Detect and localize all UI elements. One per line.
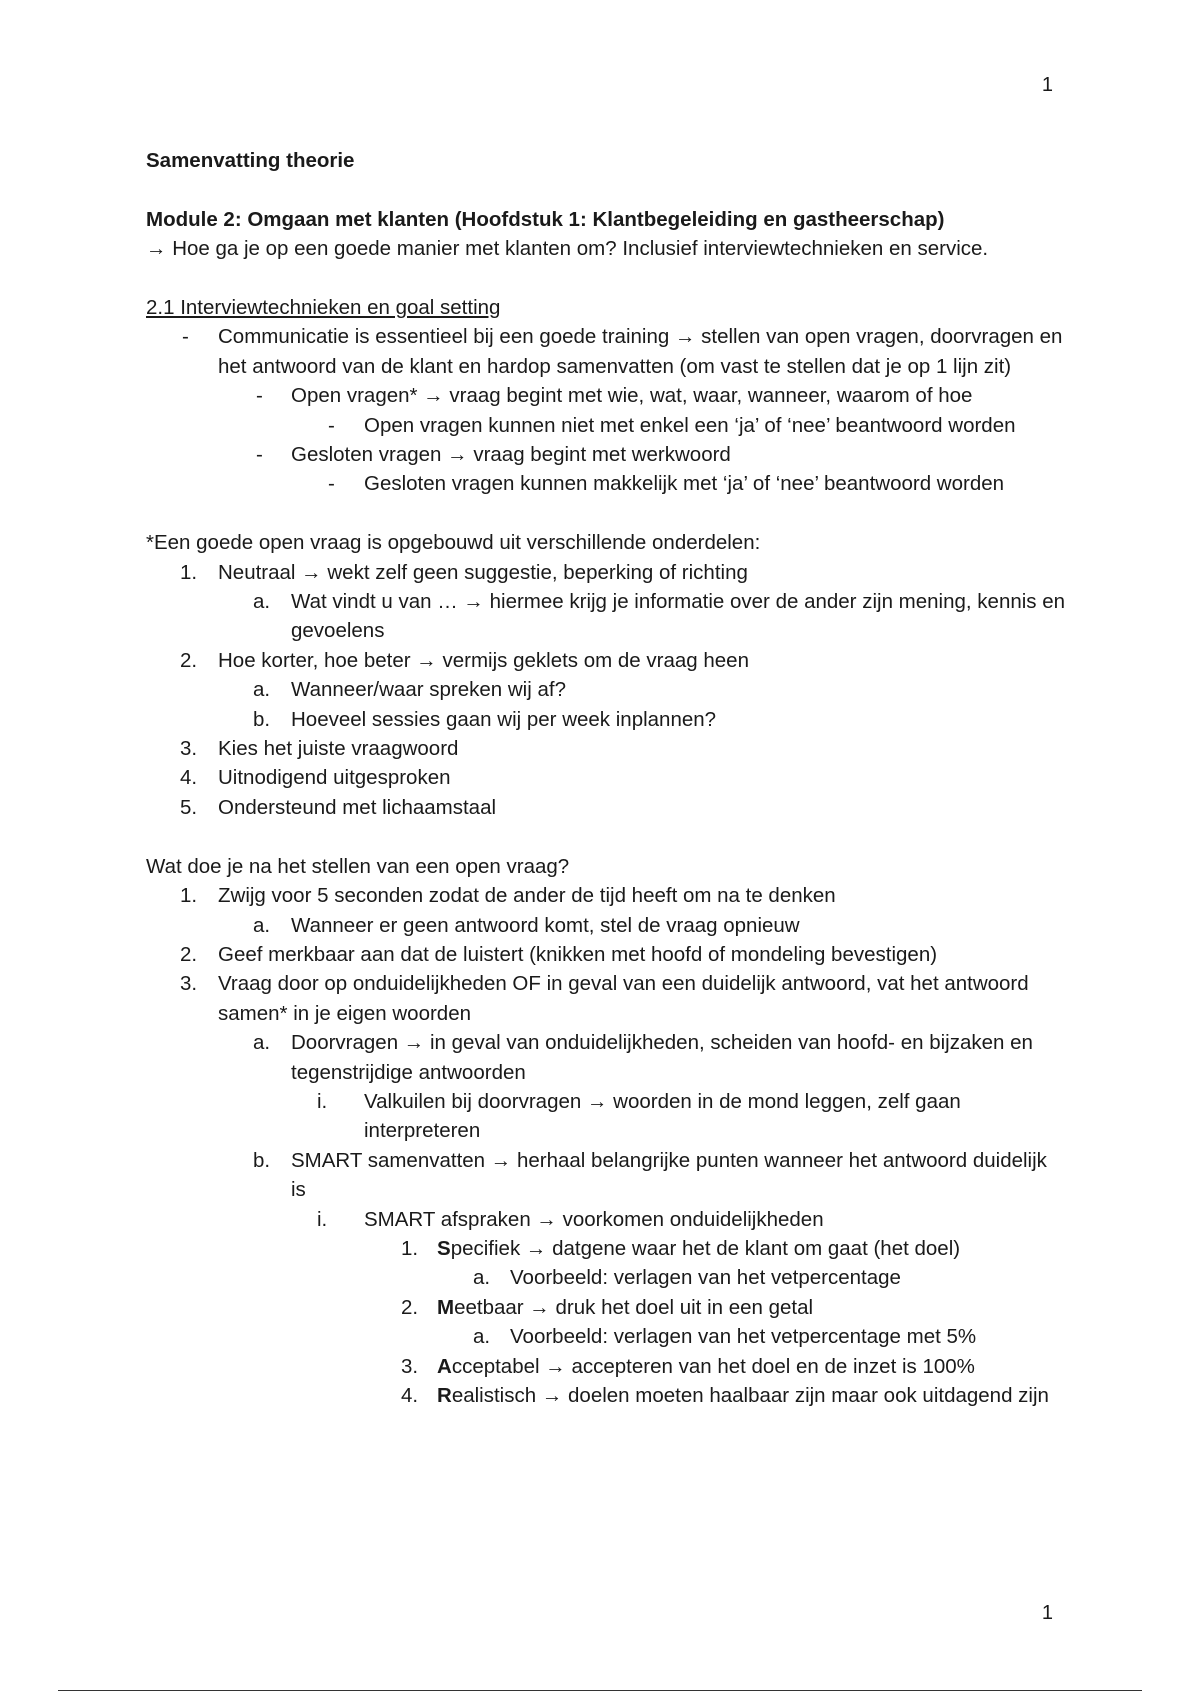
list-text: Wanneer er geen antwoord komt, stel de vraag opnieuw: [291, 913, 800, 937]
list-marker: b.: [253, 707, 271, 731]
smart-text: ealistisch → doelen moeten haalbaar zijn maar ook uitdagend zijn: [451, 1384, 1049, 1407]
list-text: SMART afspraken → voorkomen onduidelijkheden: [364, 1207, 824, 1231]
list-item: [146, 763, 1066, 792]
smart-text: eetbaar → druk het doel uit in een getal: [454, 1295, 814, 1319]
page-content: [146, 146, 1066, 1410]
open-question-intro: *Een goede open vraag is opgebouwd uit verschillende onderdelen:: [146, 531, 761, 555]
list-text: Zwijg voor 5 seconden zodat de ander de tijd heeft om na te denken: [218, 884, 836, 908]
bullet-text: Open vragen kunnen niet met enkel een ‘ja’ of ‘nee’ beantwoord worden: [364, 413, 1016, 437]
bullet-text: Gesloten vragen → vraag begint met werkwoord: [291, 443, 731, 467]
bullet-item: [146, 381, 1066, 410]
list-marker: 3.: [401, 1354, 419, 1378]
smart-item: [146, 1293, 1066, 1322]
section-heading: 2.1 Interviewtechnieken en goal setting: [146, 296, 501, 319]
smart-text: pecifiek → datgene waar het de klant om gaat (het doel): [450, 1236, 961, 1260]
list-item: [146, 1146, 1066, 1205]
list-marker: a.: [253, 1031, 271, 1055]
dash-bullet: -: [328, 413, 335, 437]
bullet-text: Gesloten vragen kunnen makkelijk met ‘ja’ of ‘nee’ beantwoord worden: [364, 472, 1005, 496]
list-item: [146, 646, 1066, 675]
module-intro: → Hoe ga je op een goede manier met klanten om? Inclusief interviewtechnieken en service.: [146, 237, 989, 261]
list-marker: a.: [253, 590, 271, 614]
list-text: Wanneer/waar spreken wij af?: [291, 678, 566, 702]
list-item: [146, 793, 1066, 822]
page-divider: [58, 1690, 1142, 1691]
list-item: [146, 675, 1066, 704]
list-marker: 3.: [180, 972, 198, 996]
list-item: [146, 969, 1066, 1028]
smart-letter: M: [437, 1295, 455, 1319]
list-marker: 1.: [180, 884, 198, 908]
list-text: Uitnodigend uitgesproken: [218, 766, 451, 790]
list-item: [146, 1087, 1066, 1146]
list-text: Geef merkbaar aan dat de luistert (knikken met hoofd of mondeling bevestigen): [218, 942, 938, 966]
list-marker: 2.: [180, 648, 198, 672]
list-text: SMART samenvatten → herhaal belangrijke punten wanneer het antwoord duidelijk is: [291, 1148, 1047, 1202]
list-text: Hoeveel sessies gaan wij per week inplannen?: [291, 707, 717, 731]
list-item: [146, 734, 1066, 763]
smart-item: [146, 1234, 1066, 1263]
list-item: [146, 558, 1066, 587]
list-marker: 3.: [180, 737, 198, 761]
smart-text: cceptabel → accepteren van het doel en de inzet is 100%: [451, 1354, 975, 1378]
list-marker: 2.: [180, 942, 198, 966]
list-item: [146, 1205, 1066, 1234]
list-text: Voorbeeld: verlagen van het vetpercentage met 5%: [510, 1325, 977, 1349]
page-number-bottom: 1: [1041, 1602, 1053, 1624]
list-text: Doorvragen → in geval van onduidelijkheden, scheiden van hoofd- en bijzaken en tegenstrijdige antwoorden: [291, 1031, 1033, 1084]
list-item: [146, 881, 1066, 910]
list-text: Valkuilen bij doorvragen → woorden in de mond leggen, zelf gaan interpreteren: [364, 1089, 961, 1143]
dash-bullet: -: [256, 443, 263, 467]
list-marker: a.: [253, 913, 271, 937]
list-marker: a.: [253, 678, 271, 702]
list-text: Ondersteund met lichaamstaal: [218, 795, 497, 819]
list-item: [146, 911, 1066, 940]
list-marker: i.: [317, 1089, 328, 1113]
bullet-item: [146, 440, 1066, 469]
list-marker: i.: [317, 1207, 328, 1231]
page-number-top: 1: [1041, 74, 1053, 96]
smart-letter: R: [437, 1384, 452, 1407]
bullet-text: Communicatie is essentieel bij een goede training → stellen van open vragen, doorvragen en het antwoord van de klant en hardop samenvatten (om vast te stellen dat je op 1 lijn zit): [218, 325, 1063, 378]
smart-item: [146, 1352, 1066, 1381]
bullet-item: [146, 322, 1066, 381]
list-marker: a.: [473, 1325, 491, 1349]
smart-item: [146, 1381, 1066, 1410]
list-item: [146, 705, 1066, 734]
list-marker: b.: [253, 1148, 271, 1172]
list-marker: 4.: [401, 1384, 419, 1407]
list-text: Neutraal → wekt zelf geen suggestie, beperking of richting: [218, 560, 748, 584]
list-marker: 5.: [180, 795, 198, 819]
list-text: Voorbeeld: verlagen van het vetpercentage: [510, 1266, 901, 1290]
list-marker: 1.: [180, 560, 198, 584]
bullet-item: [146, 411, 1066, 440]
list-text: Kies het juiste vraagwoord: [218, 737, 459, 761]
smart-letter: A: [437, 1354, 452, 1378]
list-text: Vraag door op onduidelijkheden OF in geval van een duidelijk antwoord, vat het antwoord samen* in je eigen woorden: [218, 972, 1029, 1025]
list-marker: 2.: [401, 1295, 419, 1319]
dash-bullet: -: [182, 325, 189, 349]
smart-letter: S: [437, 1236, 451, 1260]
list-item: [146, 1322, 1066, 1351]
list-marker: 1.: [401, 1236, 419, 1260]
list-text: Wat vindt u van … → hiermee krijg je informatie over de ander zijn mening, kennis en gevoelens: [291, 590, 1066, 643]
module-heading: Module 2: Omgaan met klanten (Hoofdstuk 1: Klantbegeleiding en gastheerschap): [146, 207, 945, 231]
after-question-intro: Wat doe je na het stellen van een open vraag?: [146, 854, 570, 878]
document-title: Samenvatting theorie: [146, 149, 355, 172]
bullet-item: [146, 469, 1066, 498]
list-item: [146, 940, 1066, 969]
list-marker: 4.: [180, 766, 198, 790]
list-marker: a.: [473, 1266, 491, 1290]
list-item: [146, 1028, 1066, 1087]
list-item: [146, 587, 1066, 646]
list-text: Hoe korter, hoe beter → vermijs geklets om de vraag heen: [218, 648, 749, 672]
dash-bullet: -: [256, 384, 263, 408]
dash-bullet: -: [328, 472, 335, 496]
list-item: [146, 1263, 1066, 1292]
bullet-text: Open vragen* → vraag begint met wie, wat, waar, wanneer, waarom of hoe: [291, 384, 973, 408]
